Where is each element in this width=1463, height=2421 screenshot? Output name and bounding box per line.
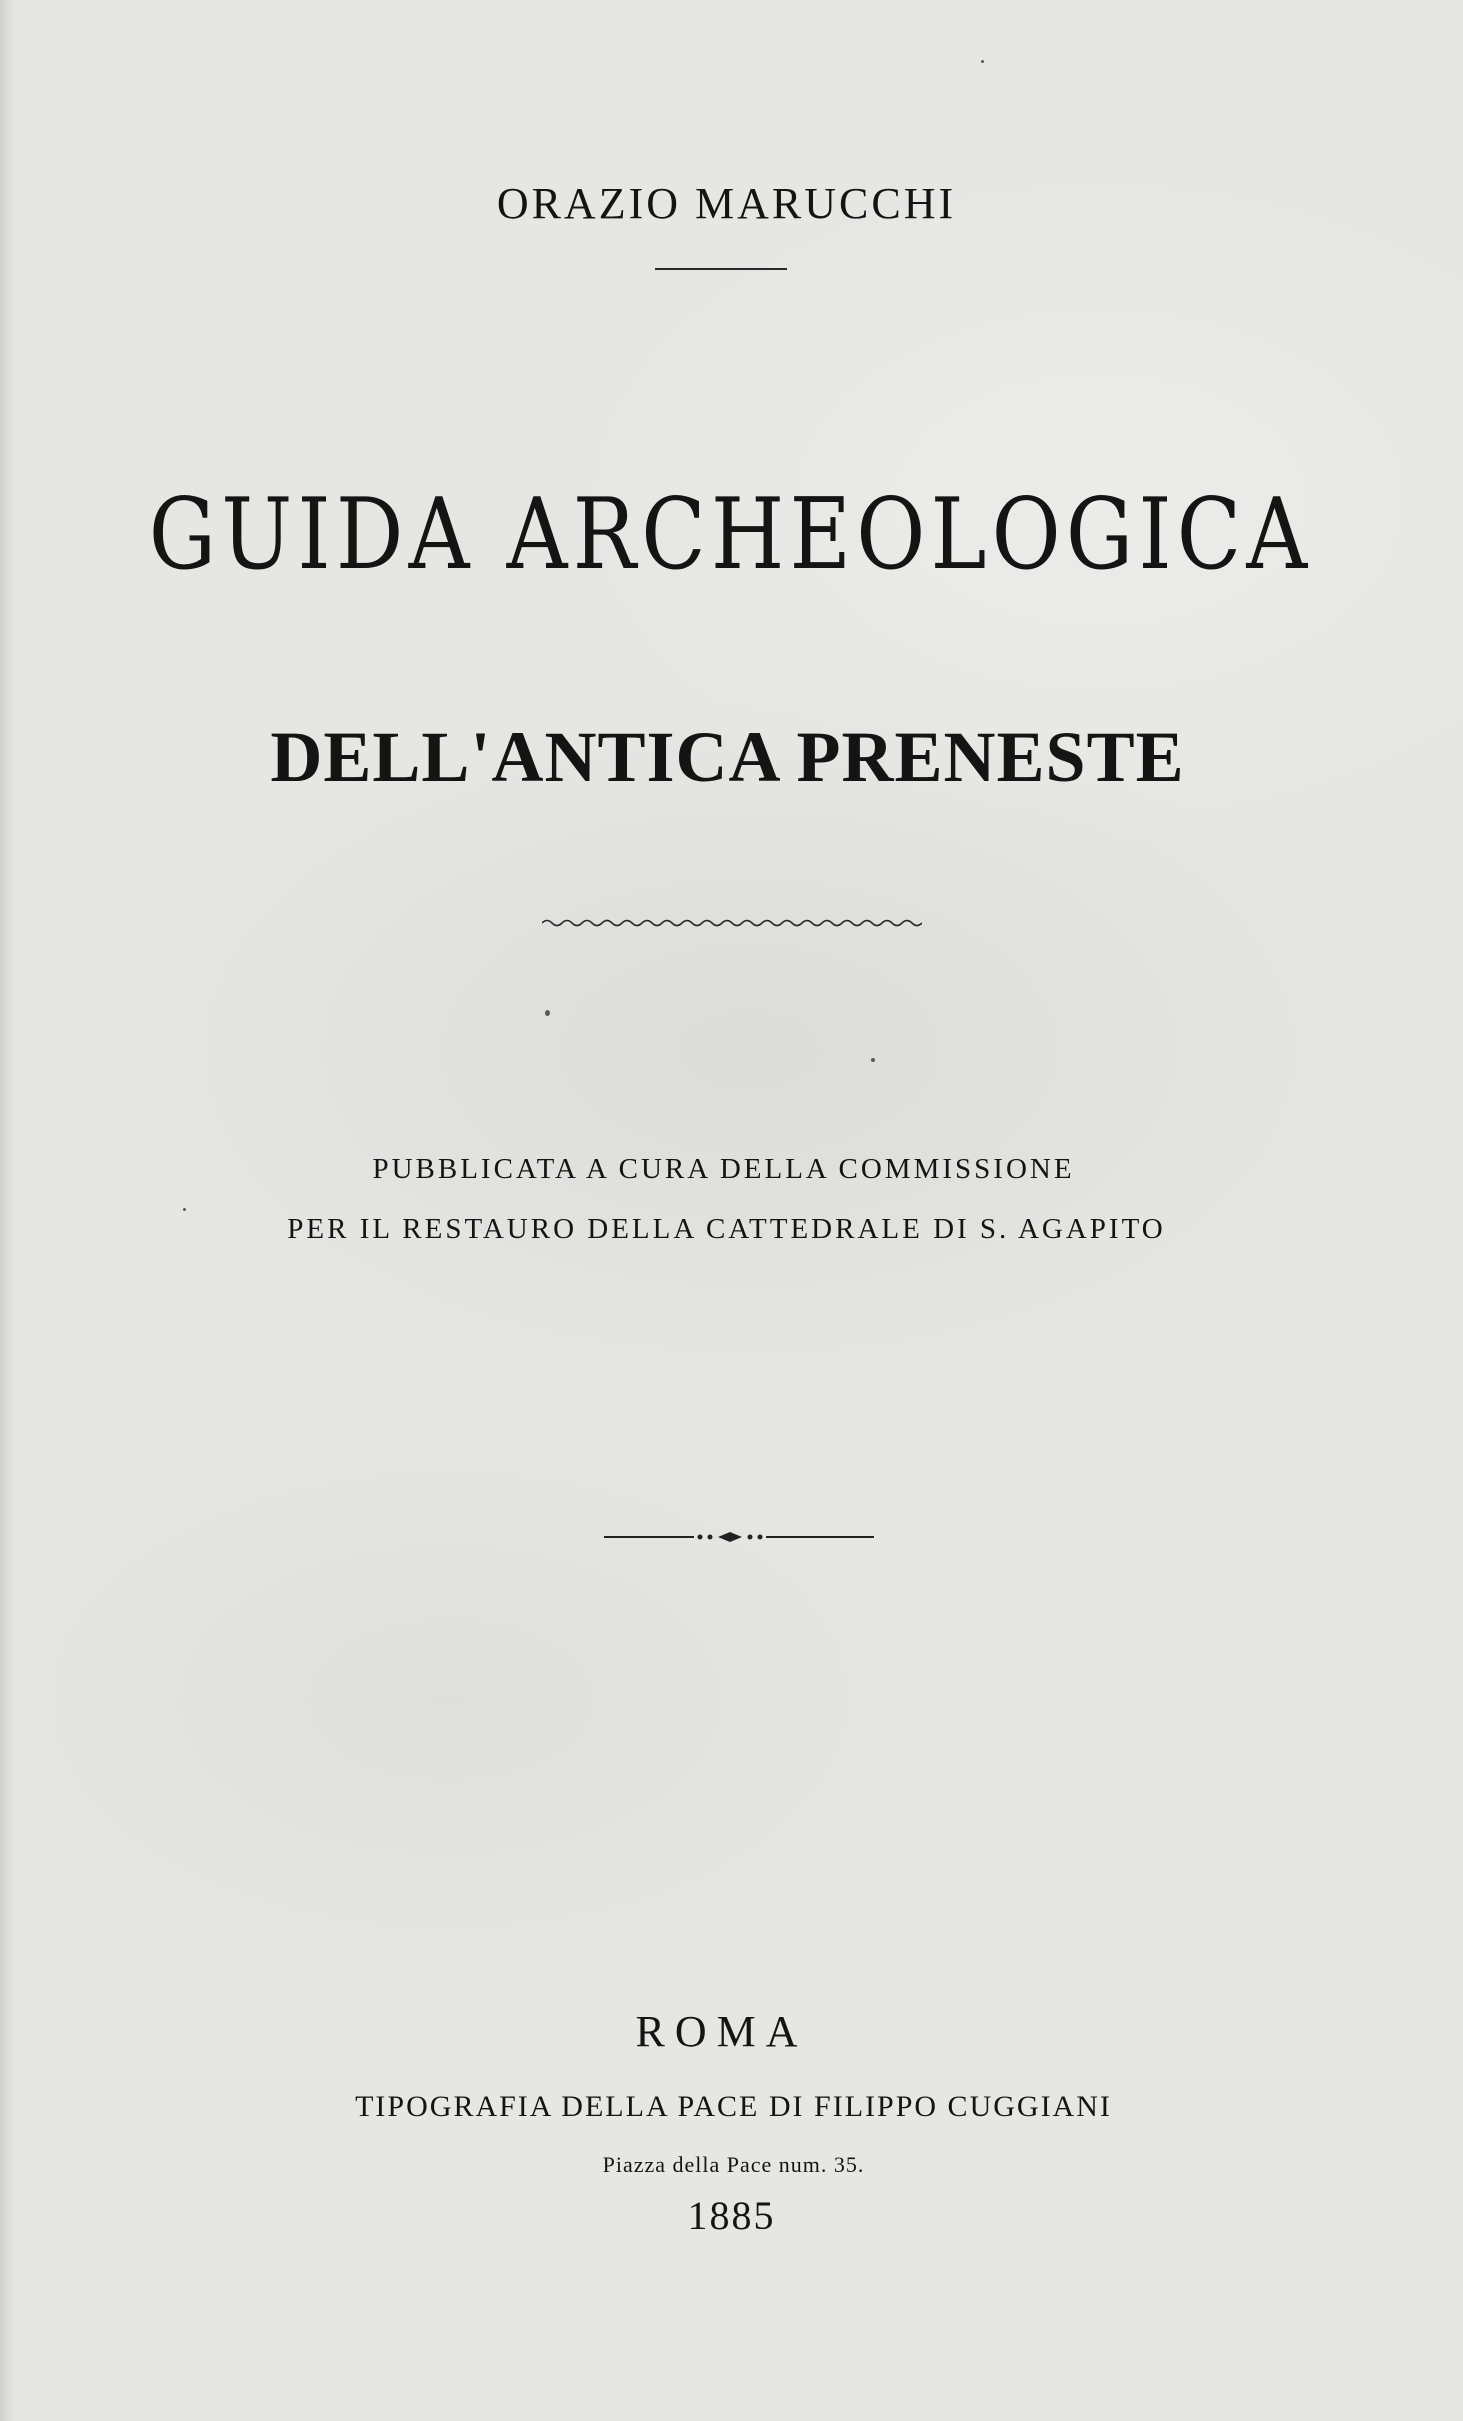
paper-speck: [981, 60, 984, 63]
short-rule-divider: [655, 268, 787, 270]
dotted-rule-ornament: [604, 1530, 874, 1544]
publication-note-line-1: PUBBLICATA A CURA DELLA COMMISSIONE: [372, 1153, 1075, 1185]
paper-speck: [871, 1058, 875, 1062]
wavy-rule-ornament: [542, 916, 922, 930]
imprint-address: Piazza della Pace num. 35.: [602, 2152, 865, 2177]
imprint-year: 1885: [687, 2193, 776, 2238]
paper-speck: [545, 1010, 550, 1016]
book-title: GUIDA ARCHEOLOGICA: [148, 478, 1313, 592]
author-name: ORAZIO MARUCCHI: [496, 179, 957, 228]
paper-speck: [183, 1208, 186, 1211]
imprint-printer: TIPOGRAFIA DELLA PACE DI FILIPPO CUGGIANI: [355, 2090, 1112, 2123]
book-subtitle: DELL'ANTICA PRENESTE: [270, 717, 1185, 797]
imprint-city: ROMA: [635, 2007, 808, 2056]
publication-note-line-2: PER IL RESTAURO DELLA CATTEDRALE DI S. AGAPITO: [287, 1213, 1166, 1245]
page-edge-shadow: [0, 0, 14, 2421]
